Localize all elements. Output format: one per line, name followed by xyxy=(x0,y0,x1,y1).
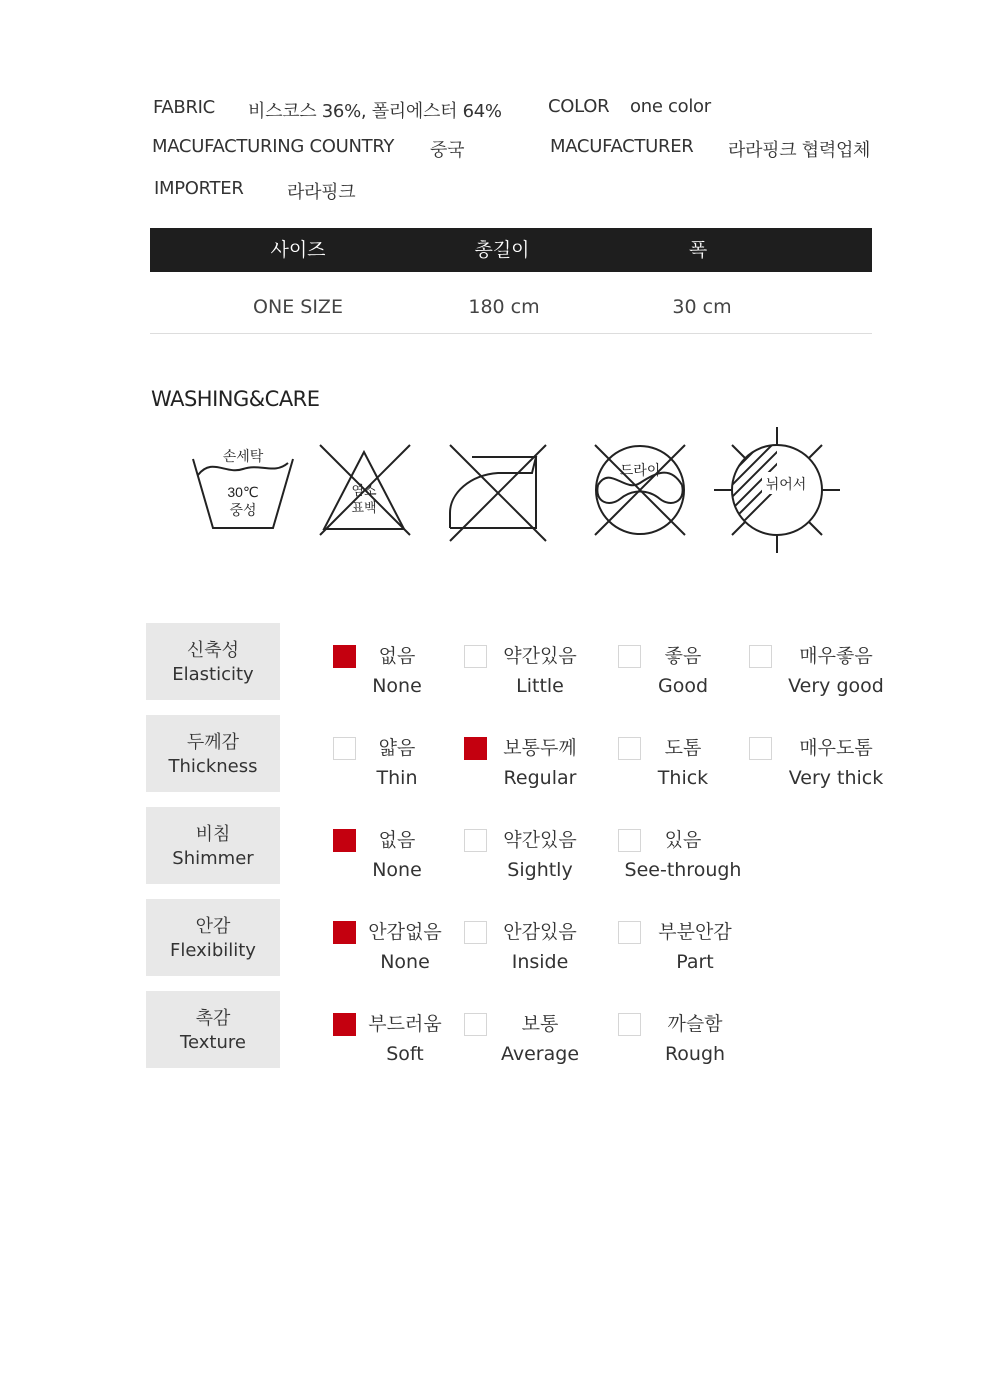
fabric-label: FABRIC xyxy=(153,97,215,118)
option-label xyxy=(377,733,418,793)
option-label xyxy=(372,641,422,701)
no-iron-icon xyxy=(450,445,546,541)
no-dry-clean-text: 드라이 xyxy=(619,462,661,478)
option-checkbox[interactable] xyxy=(464,1013,487,1036)
option-label-en: Very good xyxy=(788,675,884,697)
option-label-en: Thin xyxy=(376,767,418,789)
option-label-en: See-through xyxy=(624,859,742,881)
attribute-label-en: Texture xyxy=(180,1032,246,1053)
option-label xyxy=(503,917,576,977)
attribute-label-en: Elasticity xyxy=(172,664,254,685)
color-label: COLOR xyxy=(548,96,610,117)
option-checkbox[interactable] xyxy=(464,921,487,944)
no-bleach-icon xyxy=(320,445,410,535)
size-table-divider xyxy=(150,333,872,334)
option-label-en: Thick xyxy=(657,767,709,789)
option-label-ko: 없음 xyxy=(378,829,416,851)
option-checkbox[interactable] xyxy=(333,737,356,760)
importer-value: 라라핑크 xyxy=(287,182,356,203)
dry-flat-text: 뉘어서 xyxy=(765,476,807,492)
country-label: MACUFACTURING COUNTRY xyxy=(152,136,395,157)
option-checkbox[interactable] xyxy=(749,737,772,760)
care-icons xyxy=(180,425,860,560)
option-label-en: Inside xyxy=(511,951,569,973)
option-label-ko: 있음 xyxy=(664,829,702,851)
option-label-ko: 보통 xyxy=(521,1013,559,1035)
color-value: one color xyxy=(630,96,711,117)
option-label xyxy=(658,917,731,977)
option-label-en: None xyxy=(372,675,422,697)
option-label xyxy=(503,733,576,793)
option-checkbox[interactable] xyxy=(333,921,356,944)
option-checkbox[interactable] xyxy=(618,737,641,760)
option-label-ko: 좋음 xyxy=(664,645,702,667)
option-checkbox[interactable] xyxy=(618,921,641,944)
attribute-label-3 xyxy=(146,899,280,976)
size-cell-length: 180 cm xyxy=(468,296,540,318)
option-label-ko: 부분안감 xyxy=(658,921,732,943)
option-label-ko: 매우도톰 xyxy=(799,737,873,759)
option-label-ko: 약간있음 xyxy=(503,829,577,851)
importer-label: IMPORTER xyxy=(154,178,244,199)
option-label-en: Little xyxy=(516,675,564,697)
option-label-ko: 안감없음 xyxy=(368,921,442,943)
option-label-en: Rough xyxy=(664,1043,726,1065)
option-checkbox[interactable] xyxy=(618,1013,641,1036)
option-label-ko: 안감있음 xyxy=(503,921,577,943)
attribute-label-en: Thickness xyxy=(168,756,258,777)
option-label xyxy=(503,825,576,885)
option-label xyxy=(625,825,742,885)
option-checkbox[interactable] xyxy=(749,645,772,668)
option-checkbox[interactable] xyxy=(333,1013,356,1036)
option-label-en: Part xyxy=(676,951,714,973)
option-label-ko: 까슬함 xyxy=(667,1013,723,1035)
attribute-label-ko: 안감 xyxy=(195,916,231,937)
no-dry-clean-icon xyxy=(595,445,685,535)
no-bleach-text-2: 표백 xyxy=(351,500,377,515)
option-checkbox[interactable] xyxy=(464,645,487,668)
option-label xyxy=(789,733,884,793)
option-checkbox[interactable] xyxy=(464,829,487,852)
hand-wash-detergent-text: 중성 xyxy=(229,502,257,518)
option-label xyxy=(501,1009,579,1069)
attribute-label-ko: 비침 xyxy=(195,824,231,845)
option-label xyxy=(658,733,708,793)
option-label-en: Average xyxy=(500,1043,580,1065)
option-label-en: Very thick xyxy=(788,767,884,789)
option-label xyxy=(665,1009,725,1069)
washing-care-title: WASHING&CARE xyxy=(151,387,320,411)
size-table-header xyxy=(150,228,872,272)
attribute-label-1 xyxy=(146,715,280,792)
option-label-en: None xyxy=(372,859,422,881)
option-checkbox[interactable] xyxy=(333,645,356,668)
attribute-label-0 xyxy=(146,623,280,700)
option-label xyxy=(658,641,708,701)
size-header-width: 폭 xyxy=(688,239,708,261)
option-label-ko: 도톰 xyxy=(664,737,702,759)
size-header-length: 총길이 xyxy=(474,239,530,261)
option-label-ko: 매우좋음 xyxy=(799,645,873,667)
attribute-label-ko: 신축성 xyxy=(186,640,240,661)
option-label-ko: 없음 xyxy=(378,645,416,667)
hand-wash-temp-text: 30℃ xyxy=(227,484,259,500)
attribute-label-2 xyxy=(146,807,280,884)
option-label-ko: 부드러움 xyxy=(368,1013,442,1035)
size-header-size: 사이즈 xyxy=(270,239,326,261)
option-label xyxy=(368,917,441,977)
manufacturer-value: 라라핑크 협력업체 xyxy=(728,140,871,161)
option-checkbox[interactable] xyxy=(333,829,356,852)
option-label-en: None xyxy=(380,951,430,973)
attribute-label-4 xyxy=(146,991,280,1068)
hand-wash-top-text: 손세탁 xyxy=(222,448,264,464)
attribute-label-ko: 두께감 xyxy=(186,732,240,753)
option-label xyxy=(788,641,884,701)
hand-wash-icon xyxy=(193,448,293,528)
fabric-value: 비스코스 36%, 폴리에스터 64% xyxy=(248,101,502,122)
manufacturer-label: MACUFACTURER xyxy=(550,136,694,157)
country-value: 중국 xyxy=(430,140,465,161)
option-label xyxy=(368,1009,441,1069)
size-cell-size: ONE SIZE xyxy=(253,296,343,318)
attribute-label-ko: 촉감 xyxy=(195,1008,231,1029)
option-label-en: Sightly xyxy=(507,859,573,881)
dry-flat-sun-icon xyxy=(714,425,840,553)
option-checkbox[interactable] xyxy=(464,737,487,760)
option-label xyxy=(372,825,422,885)
option-label-ko: 얇음 xyxy=(378,737,416,759)
option-label-en: Good xyxy=(657,675,709,697)
option-label xyxy=(503,641,576,701)
attribute-label-en: Shimmer xyxy=(172,848,254,869)
option-checkbox[interactable] xyxy=(618,645,641,668)
option-label-en: Regular xyxy=(503,767,577,789)
no-bleach-text-1: 염소 xyxy=(351,483,377,498)
size-cell-width: 30 cm xyxy=(672,296,732,318)
attribute-label-en: Flexibility xyxy=(170,940,256,961)
option-label-ko: 약간있음 xyxy=(503,645,577,667)
option-label-ko: 보통두께 xyxy=(503,737,577,759)
option-label-en: Soft xyxy=(386,1043,424,1065)
